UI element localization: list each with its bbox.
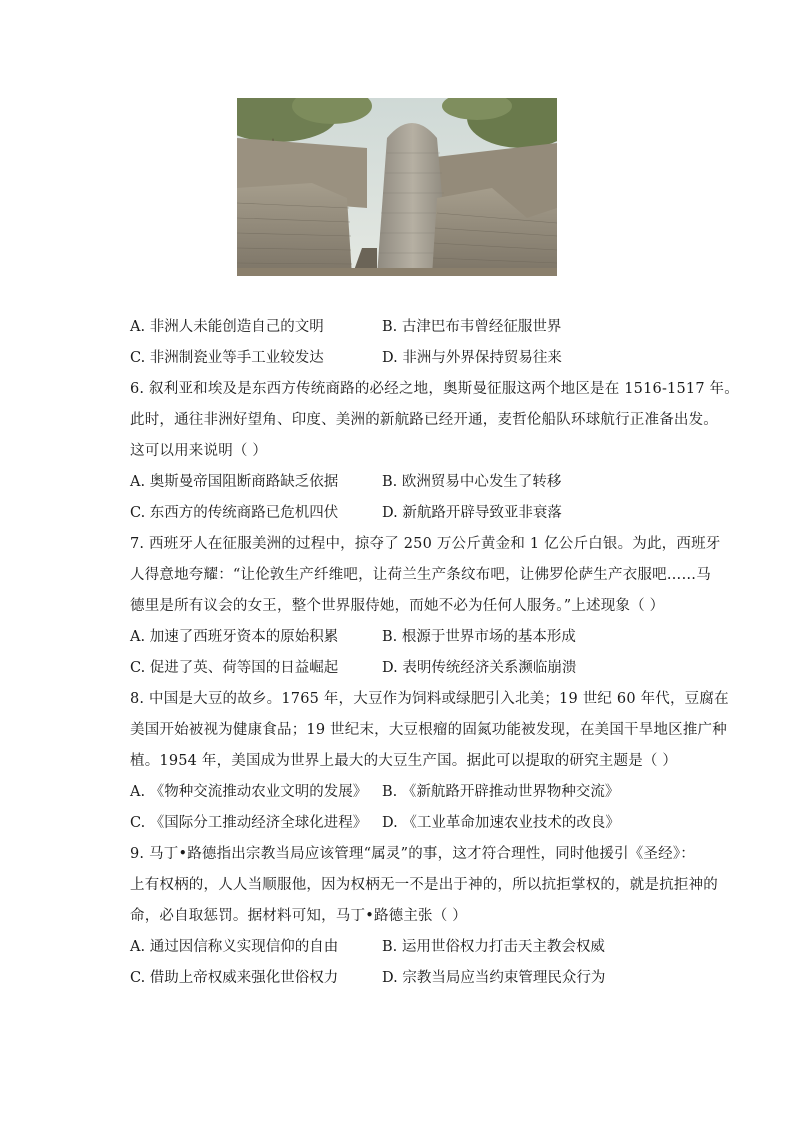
ruins-photo: [237, 98, 557, 276]
q9-options-row-2: [130, 963, 700, 994]
q9-option-a[interactable]: A. 通过因信称义实现信仰的自由: [130, 939, 339, 955]
q8-options-row-2: [130, 808, 700, 839]
great-zimbabwe-ruins-photo-icon: [237, 98, 557, 276]
q8-option-c[interactable]: C. 《国际分工推动经济全球化进程》: [130, 815, 368, 831]
q7-options-row-2: [130, 653, 700, 684]
q8-stem-line-1: 8. 中国是大豆的故乡。1765 年，大豆作为饲料或绿肥引入北美；19 世纪 60 年代，豆腐在: [130, 691, 729, 707]
q5-option-b[interactable]: B. 古津巴布韦曾经征服世界: [382, 319, 562, 335]
q8-option-a[interactable]: A. 《物种交流推动农业文明的发展》: [130, 784, 368, 800]
q6-stem-line-2: 此时，通往非洲好望角、印度、美洲的新航路已经开通，麦哲伦船队环球航行正准备出发。: [130, 412, 718, 428]
q5-options-row-1: [130, 312, 700, 343]
q6-stem-line-3: 这可以用来说明（ ）: [130, 443, 268, 459]
q6-option-b[interactable]: B. 欧洲贸易中心发生了转移: [382, 474, 562, 490]
q5-option-a[interactable]: A. 非洲人未能创造自己的文明: [130, 319, 324, 335]
q7-stem-line-3: 德里是所有议会的女王，整个世界服侍她，而她不必为任何人服务。”上述现象（ ）: [130, 598, 665, 614]
q6-option-a[interactable]: A. 奥斯曼帝国阻断商路缺乏依据: [130, 474, 339, 490]
q8-option-b[interactable]: B. 《新航路开辟推动世界物种交流》: [382, 784, 620, 800]
q6-options-row-2: [130, 498, 700, 529]
q7-option-d[interactable]: D. 表明传统经济关系濒临崩溃: [382, 660, 577, 676]
q9-options-row-1: [130, 932, 700, 963]
q7-stem-line-1: 7. 西班牙人在征服美洲的过程中，掠夺了 250 万公斤黄金和 1 亿公斤白银。为此，西班牙: [130, 536, 721, 552]
q9-option-c[interactable]: C. 借助上帝权威来强化世俗权力: [130, 970, 339, 986]
q8-stem-line-3: 植。1954 年，美国成为世界上最大的大豆生产国。据此可以提取的研究主题是（ ）: [130, 753, 678, 769]
q7-stem-line-2: 人得意地夸耀：“让伦敦生产纤维吧，让荷兰生产条纹布吧，让佛罗伦萨生产衣服吧……马: [130, 567, 711, 583]
question-content: [130, 312, 739, 994]
q7-option-b[interactable]: B. 根源于世界市场的基本形成: [382, 629, 576, 645]
q9-stem-line-1: 9. 马丁•路德指出宗教当局应该管理“属灵”的事，这才符合理性，同时他援引《圣经》：: [130, 846, 695, 862]
q5-options-row-2: [130, 343, 700, 374]
q6-stem-line-1: 6. 叙利亚和埃及是东西方传统商路的必经之地，奥斯曼征服这两个地区是在 1516-1517 年。: [130, 381, 739, 397]
q6-option-d[interactable]: D. 新航路开辟导致亚非衰落: [382, 505, 562, 521]
q6-option-c[interactable]: C. 东西方的传统商路已危机四伏: [130, 505, 339, 521]
q8-option-d[interactable]: D. 《工业革命加速农业技术的改良》: [382, 815, 620, 831]
q6-options-row-1: [130, 467, 700, 498]
q9-stem-line-3: 命，必自取惩罚。据材料可知，马丁•路德主张（ ）: [130, 908, 467, 924]
q8-stem-line-2: 美国开始被视为健康食品；19 世纪末，大豆根瘤的固氮功能被发现，在美国干旱地区推广种: [130, 722, 727, 738]
q7-options-row-1: [130, 622, 700, 653]
q5-option-d[interactable]: D. 非洲与外界保持贸易往来: [382, 350, 562, 366]
q7-option-c[interactable]: C. 促进了英、荷等国的日益崛起: [130, 660, 339, 676]
q9-option-d[interactable]: D. 宗教当局应当约束管理民众行为: [382, 970, 606, 986]
q7-option-a[interactable]: A. 加速了西班牙资本的原始积累: [130, 629, 339, 645]
q9-option-b[interactable]: B. 运用世俗权力打击天主教会权威: [382, 939, 605, 955]
q8-options-row-1: [130, 777, 700, 808]
q5-option-c[interactable]: C. 非洲制瓷业等手工业较发达: [130, 350, 324, 366]
q9-stem-line-2: 上有权柄的，人人当顺服他，因为权柄无一不是出于神的，所以抗拒掌权的，就是抗拒神的: [130, 877, 718, 893]
